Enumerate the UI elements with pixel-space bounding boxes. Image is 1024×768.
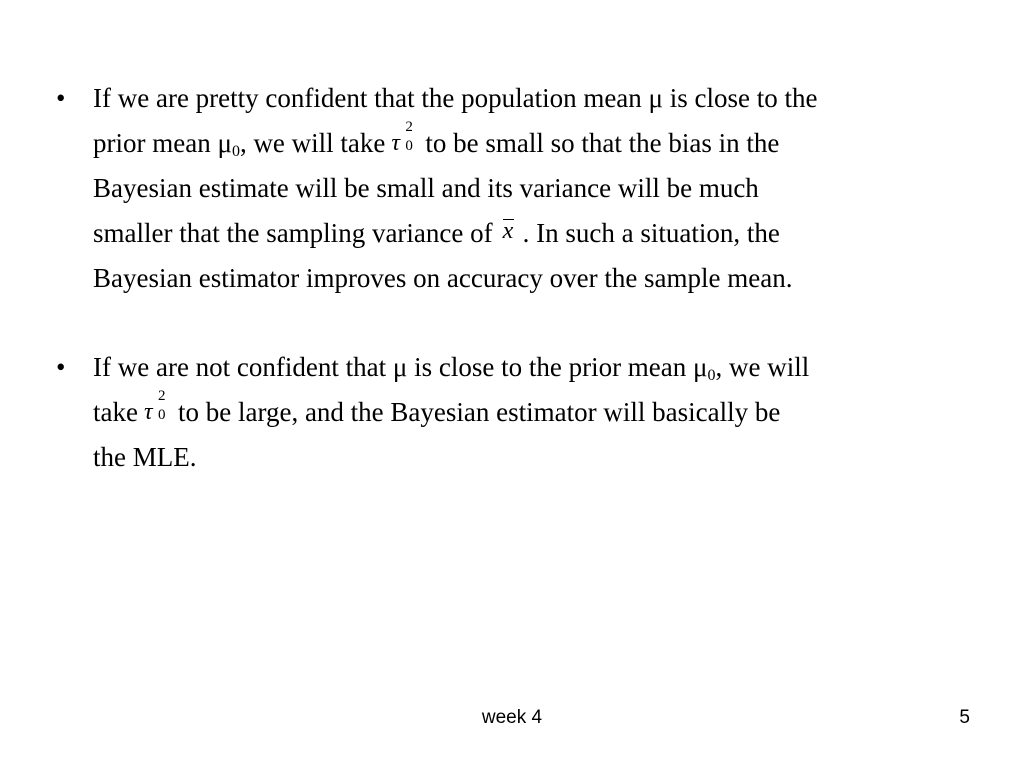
superscript: 2 xyxy=(405,119,413,135)
text-line: the MLE. xyxy=(93,442,197,472)
text-line: Bayesian estimator improves on accuracy over the sample mean. xyxy=(93,263,793,293)
bullet-text xyxy=(93,76,973,301)
text-fragment: , we will xyxy=(715,352,810,382)
text-line: Bayesian estimate will be small and its variance will be much xyxy=(93,173,759,203)
page-number: 5 xyxy=(959,707,970,728)
subscript: 0 xyxy=(707,367,716,384)
text-fragment: to be small so that the bias in the xyxy=(425,128,780,158)
tau-squared-symbol xyxy=(138,388,178,427)
subscript: 0 xyxy=(405,138,413,154)
text-fragment: . In such a situation, the xyxy=(522,218,780,248)
text-line xyxy=(93,345,973,390)
bullet-marker: • xyxy=(56,352,66,382)
x-glyph: x xyxy=(502,218,514,244)
subscript: 0 xyxy=(157,407,166,423)
x-bar-symbol xyxy=(493,216,523,246)
text-fragment: to be large, and the Bayesian estimator will basically be xyxy=(177,397,781,427)
subscript: 0 xyxy=(231,143,240,160)
text-fragment: , we will take xyxy=(239,128,386,158)
text-line xyxy=(93,390,973,435)
text-line xyxy=(93,121,973,166)
text-fragment: prior mean μ xyxy=(93,128,232,158)
superscript: 2 xyxy=(157,388,166,404)
footer-label: week 4 xyxy=(481,707,543,728)
tau-glyph: τ xyxy=(391,130,400,156)
text-line: If we are pretty confident that the population mean μ is close to the xyxy=(93,83,818,113)
text-line xyxy=(93,211,973,256)
text-fragment: take xyxy=(93,397,138,427)
text-fragment: smaller that the sampling variance of xyxy=(93,218,493,248)
bullet-marker: • xyxy=(56,83,66,113)
tau-squared-symbol xyxy=(385,119,425,158)
tau-glyph: τ xyxy=(143,399,153,425)
bullet-text xyxy=(93,345,973,480)
text-fragment: If we are not confident that μ is close to the prior mean μ xyxy=(93,352,708,382)
